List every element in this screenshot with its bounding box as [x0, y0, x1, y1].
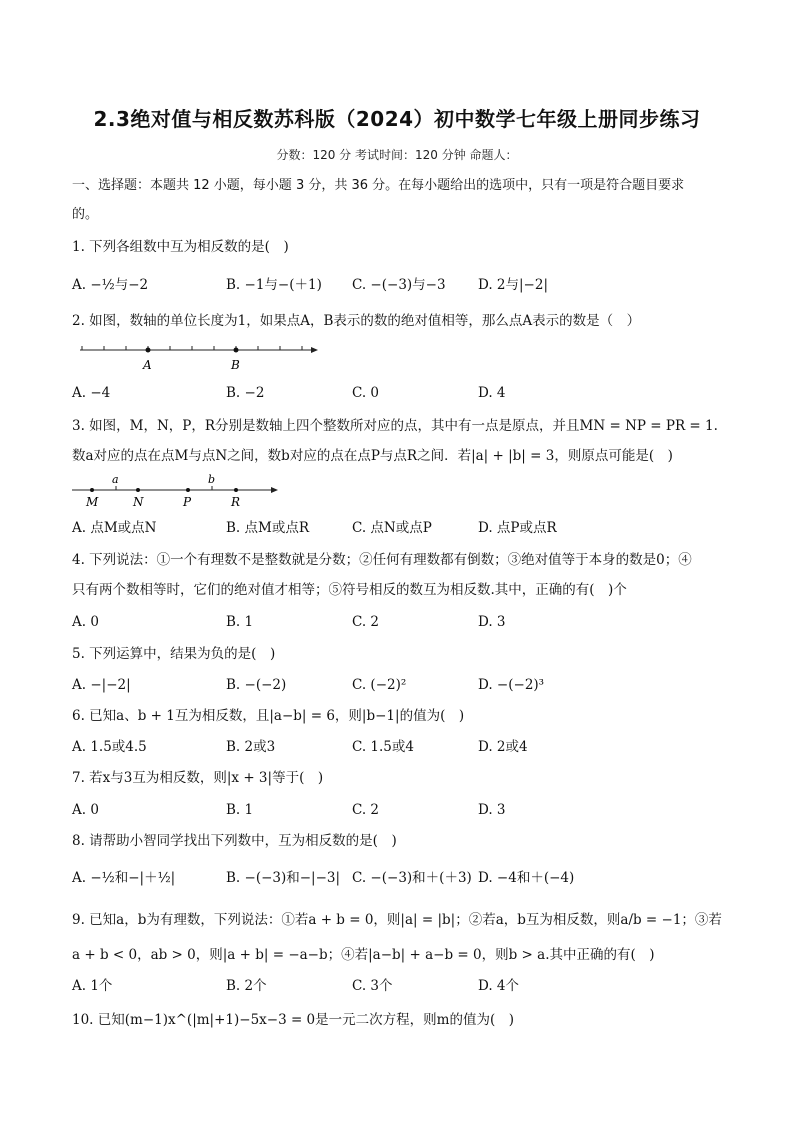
- label-a: A: [143, 358, 152, 372]
- option-c: C. 3个: [352, 978, 393, 994]
- question-stem: 3. 如图，M，N，P，R分别是数轴上四个整数所对应的点，其中有一点是原点，并且MN = NP = PR = 1.: [72, 418, 718, 434]
- label-n: N: [133, 495, 144, 509]
- question-stem-cont: 只有两个数相等时，它们的绝对值才相等；⑤符号相反的数互为相反数.其中，正确的有( )个: [72, 582, 627, 598]
- option-b: B. 点M或点R: [226, 520, 309, 536]
- point-r: [234, 488, 238, 492]
- option-a: A. 0: [72, 614, 99, 630]
- label-r: R: [231, 495, 241, 509]
- point-p: [186, 488, 190, 492]
- point-m: [90, 488, 94, 492]
- option-c: C. −(−3)与−3: [352, 277, 446, 293]
- option-c: C. −(−3)和＋(＋3): [352, 870, 472, 886]
- arrow-head: [311, 347, 318, 353]
- option-c: C. 2: [352, 802, 380, 818]
- question-stem: 7. 若x与3互为相反数，则|x + 3|等于( ): [72, 770, 324, 786]
- question-stem: 9. 已知a，b为有理数，下列说法：①若a + b = 0，则|a| = |b|；②若a，b互为相反数，则a/b = −1；③若: [72, 912, 722, 928]
- option-d: D. 2或4: [478, 739, 528, 755]
- point-a: [146, 348, 151, 353]
- label-b: b: [208, 473, 216, 486]
- option-a: A. −|−2|: [72, 677, 131, 693]
- option-a: A. 0: [72, 802, 99, 818]
- ticks: [82, 346, 302, 350]
- question-stem-cont: a + b < 0，ab > 0，则|a + b| = −a−b；④若|a−b| + a−b = 0，则b > a.其中正确的有( ): [72, 947, 655, 963]
- question-stem: 1. 下列各组数中互为相反数的是( ): [72, 239, 289, 255]
- option-d: D. −(−2)³: [478, 677, 545, 693]
- question-stem: 5. 下列运算中，结果为负的是( ): [72, 646, 276, 662]
- option-b: B. 1: [226, 802, 254, 818]
- option-d: D. 4个: [478, 978, 520, 994]
- option-d: D. 4: [478, 385, 506, 401]
- point-b: [234, 348, 239, 353]
- option-b: B. 2个: [226, 978, 267, 994]
- section-instructions: 一、选择题：本题共 12 小题，每小题 3 分，共 36 分。在每小题给出的选项中，只有一项是符合题目要求: [72, 178, 685, 193]
- question-stem: 6. 已知a、b + 1互为相反数，且|a−b| = 6，则|b−1|的值为( ): [72, 708, 465, 724]
- option-a: A. −4: [72, 385, 111, 401]
- option-b: B. −2: [226, 385, 265, 401]
- arrow-head: [271, 487, 278, 493]
- question-stem: 4. 下列说法：①一个有理数不是整数就是分数；②任何有理数都有倒数；③绝对值等于本身的数是0；④: [72, 552, 692, 568]
- option-c: C. 点N或点P: [352, 520, 432, 536]
- option-a: A. 1个: [72, 978, 113, 994]
- question-stem: 8. 请帮助小智同学找出下列数中，互为相反数的是( ): [72, 833, 397, 849]
- option-a: A. 1.5或4.5: [72, 739, 147, 755]
- option-b: B. −1与−(＋1): [226, 277, 322, 293]
- option-c: C. 2: [352, 614, 380, 630]
- number-line-figure: [72, 338, 332, 372]
- option-d: D. −4和＋(−4): [478, 870, 575, 886]
- option-c: C. 1.5或4: [352, 739, 414, 755]
- option-b: B. 2或3: [226, 739, 276, 755]
- option-c: C. 0: [352, 385, 380, 401]
- section-instructions-cont: 的。: [72, 207, 99, 222]
- option-d: D. 3: [478, 802, 506, 818]
- page-title: 2.3绝对值与相反数苏科版（2024）初中数学七年级上册同步练习: [93, 107, 701, 131]
- label-m: M: [86, 495, 99, 509]
- question-stem-cont: 数a对应的点在点M与点N之间，数b对应的点在点P与点R之间．若|a| + |b| = 3，则原点可能是( ): [72, 448, 673, 464]
- label-b: B: [231, 358, 240, 372]
- number-line-figure: [70, 472, 290, 512]
- option-a: A. 点M或点N: [72, 520, 157, 536]
- option-a: A. −½与−2: [72, 277, 149, 293]
- option-d: D. 2与|−2|: [478, 277, 549, 293]
- option-b: B. −(−2): [226, 677, 287, 693]
- option-b: B. −(−3)和−|−3|: [226, 870, 341, 886]
- label-a: a: [112, 473, 119, 486]
- option-b: B. 1: [226, 614, 254, 630]
- exam-info: 分数：120 分 考试时间：120 分钟 命题人：: [276, 148, 518, 162]
- question-stem: 2. 如图，数轴的单位长度为1，如果点A，B表示的数的绝对值相等，那么点A表示的数是（ ）: [72, 313, 641, 329]
- option-a: A. −½和−|＋½|: [72, 870, 176, 886]
- option-d: D. 3: [478, 614, 506, 630]
- point-n: [136, 488, 140, 492]
- label-p: P: [183, 495, 192, 509]
- option-d: D. 点P或点R: [478, 520, 557, 536]
- option-c: C. (−2)²: [352, 677, 407, 693]
- question-stem: 10. 已知(m−1)x^(|m|+1)−5x−3 = 0是一元二次方程，则m的值为( ): [72, 1012, 514, 1028]
